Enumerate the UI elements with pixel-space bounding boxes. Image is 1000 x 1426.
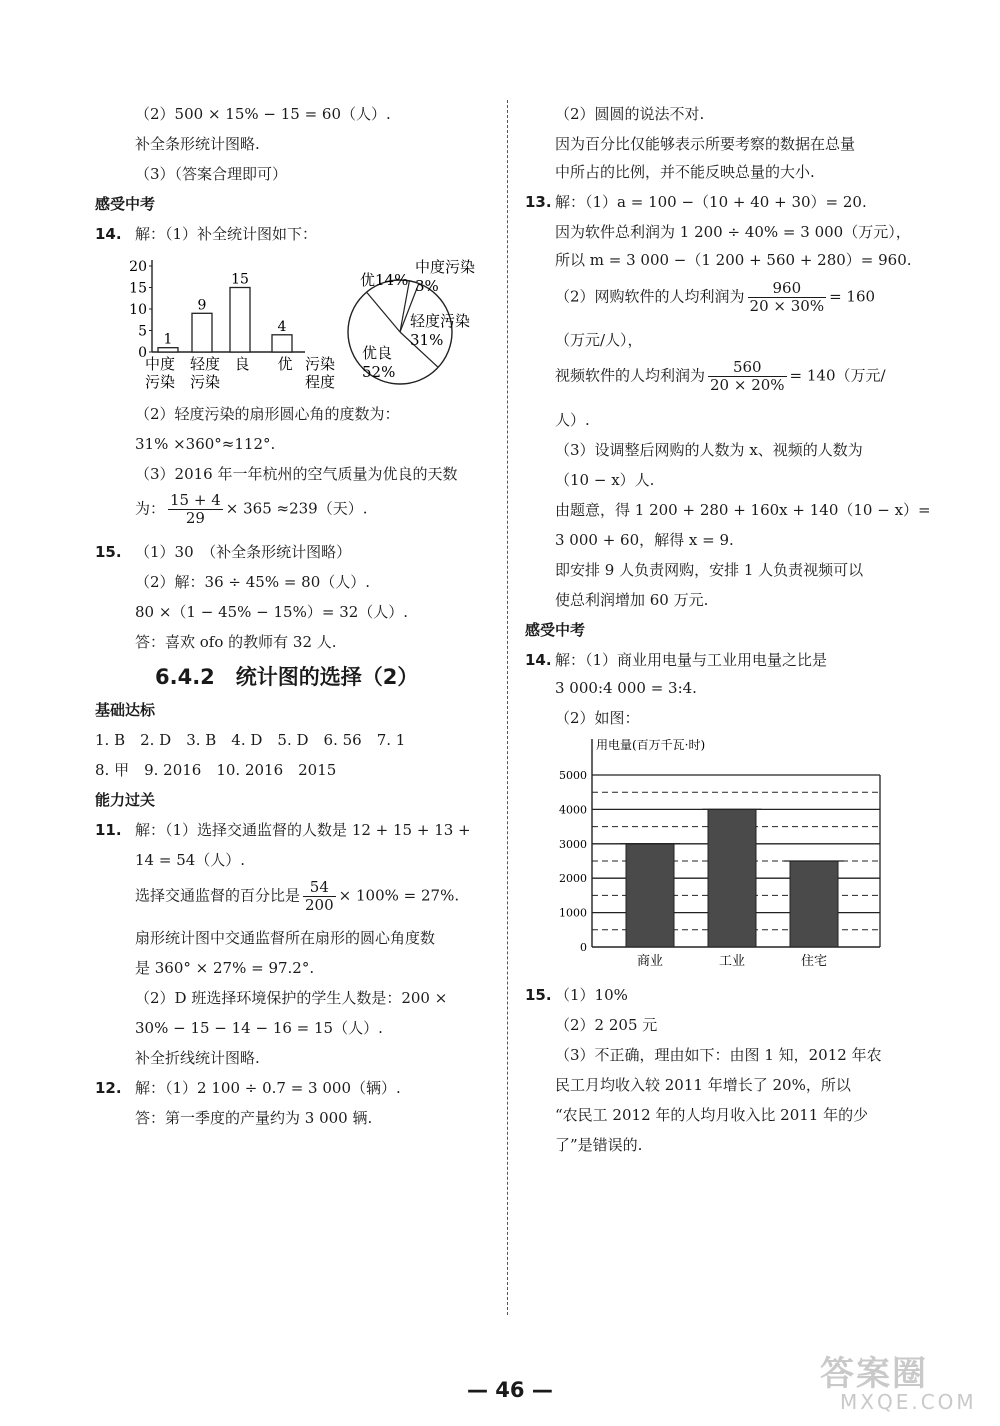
line: 3 000:4 000 = 3:4. xyxy=(555,679,697,697)
line: （3）不正确，理由如下：由图 1 知，2012 年农 xyxy=(555,1046,882,1064)
pie-label: 优14% xyxy=(360,271,409,289)
line: （3）设调整后网购的人数为 x、视频的人数为 xyxy=(555,441,863,459)
bar xyxy=(272,335,292,352)
line: 使总利润增加 60 万元. xyxy=(555,591,709,609)
watermark-logo: 答案圈 xyxy=(820,1354,928,1394)
line: 80 ×（1 − 45% − 15%）= 32（人）. xyxy=(135,603,409,621)
section-title: 6.4.2 统计图的选择（2） xyxy=(155,665,419,689)
pie-label: 31% xyxy=(410,331,444,349)
line: （1）10% xyxy=(555,986,628,1004)
category-label: 轻度 xyxy=(189,355,221,373)
line: （2）D 班选择环境保护的学生人数是：200 × xyxy=(135,989,448,1007)
y-tick-label: 5 xyxy=(138,323,147,340)
formula-prefix: （2）网购软件的人均利润为 xyxy=(555,287,745,306)
formula-line xyxy=(135,879,459,914)
section-heading: 基础达标 xyxy=(95,701,156,719)
line: 3 000 + 60，解得 x = 9. xyxy=(555,531,734,549)
data-label: 4 xyxy=(277,318,287,335)
line: （2）解：36 ÷ 45% = 80（人）. xyxy=(135,573,371,591)
x-axis-label: 污染 xyxy=(304,355,336,373)
fraction xyxy=(708,359,787,394)
answer-line: 8. 甲 9. 2016 10. 2016 2015 xyxy=(95,761,337,779)
category-label: 优 xyxy=(277,355,293,373)
watermark-url: MXQE.COM xyxy=(840,1390,977,1414)
question-number: 12. xyxy=(95,1079,122,1097)
line: 30% − 15 − 14 − 16 = 15（人）. xyxy=(135,1019,383,1037)
bar xyxy=(230,288,250,353)
formula-line xyxy=(555,280,875,315)
line: 即安排 9 人负责网购，安排 1 人负责视频可以 xyxy=(555,561,864,579)
x-axis-label: 程度 xyxy=(304,373,336,391)
denominator: 29 xyxy=(185,509,205,527)
y-tick-label: 2000 xyxy=(559,872,587,886)
bar xyxy=(192,313,212,352)
y-tick-label: 0 xyxy=(580,941,587,954)
denominator: 20 × 20% xyxy=(710,376,785,394)
line: （3）2016 年一年杭州的空气质量为优良的天数 xyxy=(135,465,458,483)
bar xyxy=(158,348,178,352)
numerator: 960 xyxy=(748,280,827,298)
line: 补全折线统计图略. xyxy=(135,1049,260,1067)
line: 解：（1）商业用电量与工业用电量之比是 xyxy=(555,651,828,669)
line: “农民工 2012 年的人均月收入比 2011 年的少 xyxy=(555,1106,869,1124)
line: 人）. xyxy=(555,411,590,429)
category-label: 良 xyxy=(234,355,250,373)
line: （3）（答案合理即可） xyxy=(135,165,288,183)
line: 补全条形统计图略. xyxy=(135,135,260,153)
question-number: 14. xyxy=(525,651,552,669)
formula-suffix: = 160 xyxy=(829,287,876,306)
line: 答：喜欢 ofo 的教师有 32 人. xyxy=(135,633,337,651)
section-heading: 感受中考 xyxy=(95,195,156,213)
bar xyxy=(708,809,756,947)
line: （10 − x）人. xyxy=(555,471,655,489)
question-number: 15. xyxy=(525,986,552,1004)
line: 因为百分比仅能够表示所要考察的数据在总量 xyxy=(555,135,856,153)
pie-label: 3% xyxy=(415,277,439,295)
formula-prefix: 选择交通监督的百分比是 xyxy=(135,886,301,905)
line: （2）500 × 15% − 15 = 60（人）. xyxy=(135,105,391,123)
fraction xyxy=(748,280,827,315)
line: 所以 m = 3 000 −（1 200 + 560 + 280）= 960. xyxy=(555,251,912,269)
category-label: 污染 xyxy=(144,373,176,391)
question-number: 15. xyxy=(95,543,122,561)
line: （1）30 （补全条形统计图略） xyxy=(135,543,352,561)
line: （2）圆圆的说法不对. xyxy=(555,105,705,123)
line: （万元/人）， xyxy=(555,331,643,349)
electricity-bar-chart xyxy=(550,735,890,975)
y-tick-label: 1000 xyxy=(559,906,587,920)
line: 民工月均收入较 2011 年增长了 20%，所以 xyxy=(555,1076,851,1094)
formula-line xyxy=(135,492,367,527)
line: 解：（1）选择交通监督的人数是 12 + 15 + 13 + xyxy=(135,821,471,839)
formula-suffix: × 365 ≈239（天）. xyxy=(225,499,368,518)
line: 解：（1）2 100 ÷ 0.7 = 3 000（辆）. xyxy=(135,1079,401,1097)
y-tick-label: 4000 xyxy=(559,803,587,817)
formula-suffix: × 100% = 27%. xyxy=(338,886,460,905)
formula-prefix: 视频软件的人均利润为 xyxy=(555,366,706,385)
y-tick-label: 5000 xyxy=(559,769,587,782)
y-tick-label: 3000 xyxy=(559,837,587,851)
category-label: 中度 xyxy=(144,355,176,373)
formula-suffix: = 140（万元/ xyxy=(789,366,886,385)
line: 14 = 54（人）. xyxy=(135,851,246,869)
pollution-bar-chart-svg xyxy=(130,252,345,397)
question-number: 13. xyxy=(525,193,552,211)
data-label: 1 xyxy=(163,331,173,348)
numerator: 560 xyxy=(708,359,787,377)
category-label: 工业 xyxy=(718,954,746,969)
y-axis-title: 用电量(百万千瓦·时) xyxy=(596,738,706,752)
line: 解：（1）a = 100 −（10 + 40 + 30）= 20. xyxy=(555,193,867,211)
category-label: 住宅 xyxy=(800,954,828,969)
y-tick-label: 15 xyxy=(130,280,147,297)
y-tick-label: 0 xyxy=(138,345,147,361)
section-heading: 感受中考 xyxy=(525,621,586,639)
line: 扇形统计图中交通监督所在扇形的圆心角度数 xyxy=(135,929,436,947)
pollution-bar-chart xyxy=(130,252,345,397)
numerator: 54 xyxy=(303,879,336,897)
data-label: 15 xyxy=(231,271,249,288)
pollution-pie-chart-svg xyxy=(340,252,505,387)
formula-prefix: 为： xyxy=(135,499,166,518)
line: （2）2 205 元 xyxy=(555,1016,658,1034)
line: （2）如图： xyxy=(555,709,640,727)
column-divider xyxy=(507,100,508,1315)
fraction xyxy=(168,492,223,527)
answer-line: 1. B 2. D 3. B 4. D 5. D 6. 56 7. 1 xyxy=(95,731,406,749)
line: 解：（1）补全统计图如下： xyxy=(135,225,318,243)
pie-label: 优良 xyxy=(362,344,393,362)
line: 了”是错误的. xyxy=(555,1136,643,1154)
category-label: 商业 xyxy=(636,954,664,969)
section-heading: 能力过关 xyxy=(95,791,156,809)
pie-label: 中度污染 xyxy=(415,258,476,276)
line: 由题意，得 1 200 + 280 + 160x + 140（10 − x）= xyxy=(555,501,931,519)
line: （2）轻度污染的扇形圆心角的度数为： xyxy=(135,405,400,423)
electricity-bar-chart-svg xyxy=(550,735,890,975)
numerator: 15 + 4 xyxy=(170,491,221,509)
denominator: 20 × 30% xyxy=(749,297,825,315)
question-number: 11. xyxy=(95,821,122,839)
denominator: 200 xyxy=(305,896,334,914)
pie-label: 轻度污染 xyxy=(410,312,471,330)
line: 31% ×360°≈112°. xyxy=(135,435,276,453)
page-number: — 46 — xyxy=(467,1378,553,1402)
line: 中所占的比例，并不能反映总量的大小. xyxy=(555,163,815,181)
y-tick-label: 10 xyxy=(130,302,147,318)
question-number: 14. xyxy=(95,225,122,243)
fraction xyxy=(303,879,336,914)
pie-label: 52% xyxy=(362,363,396,381)
category-label: 污染 xyxy=(189,373,221,391)
data-label: 9 xyxy=(197,297,207,314)
bar xyxy=(790,861,838,947)
line: 答：第一季度的产量约为 3 000 辆. xyxy=(135,1109,373,1127)
line: 是 360° × 27% = 97.2°. xyxy=(135,959,315,977)
formula-line xyxy=(555,359,886,394)
pollution-pie-chart xyxy=(340,252,505,387)
bar xyxy=(626,844,674,947)
y-tick-label: 20 xyxy=(130,259,147,275)
line: 因为软件总利润为 1 200 ÷ 40% = 3 000（万元）， xyxy=(555,223,911,241)
